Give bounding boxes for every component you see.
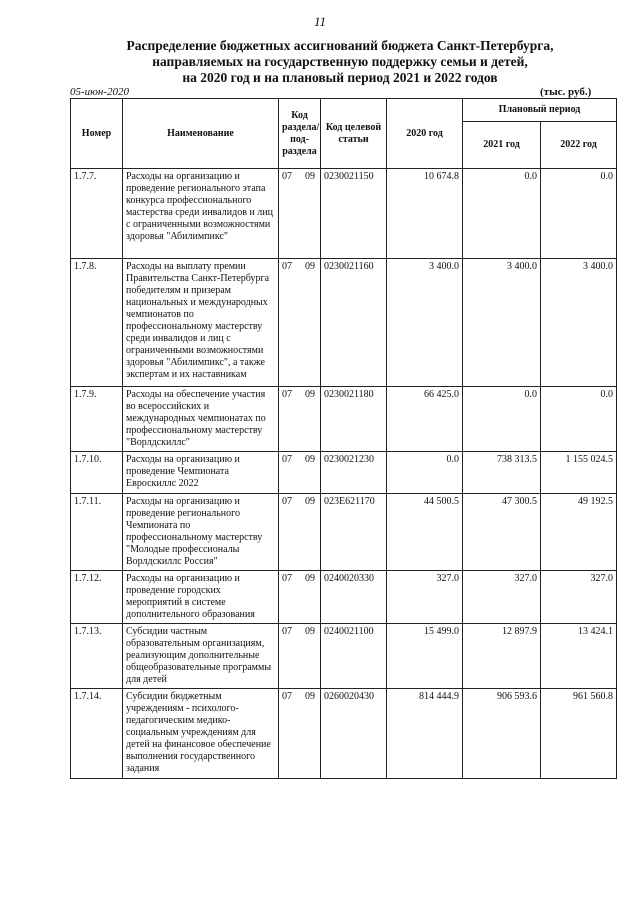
- row-amount-2022: 3 400.0: [541, 259, 617, 387]
- row-section-code: [279, 169, 321, 259]
- razdel-code: 07: [282, 691, 292, 702]
- row-article-code: 0260020430: [321, 689, 387, 779]
- row-amount-2020: 814 444.9: [387, 689, 463, 779]
- table-row: [71, 387, 617, 452]
- row-amount-2022: 961 560.8: [541, 689, 617, 779]
- row-amount-2021: 12 897.9: [463, 624, 541, 689]
- header-year-2022: 2022 год: [541, 122, 617, 169]
- row-number: 1.7.13.: [71, 624, 123, 689]
- header-planned-period: Плановый период: [463, 99, 617, 122]
- row-amount-2022: 13 424.1: [541, 624, 617, 689]
- row-amount-2020: 66 425.0: [387, 387, 463, 452]
- row-amount-2021: 327.0: [463, 571, 541, 624]
- row-name: Расходы на обеспечение участия во всероссийских и международных чемпионатах по профессиональному мастерству "Ворлдскиллс": [123, 387, 279, 452]
- row-name: Расходы на организацию и проведение регионального Чемпионата по профессиональному мастерству "Молодые профессионалы Ворлдскиллс Россия": [123, 494, 279, 571]
- header-section-code: Код раздела/ под-раздела: [279, 99, 321, 169]
- row-amount-2020: 3 400.0: [387, 259, 463, 387]
- podrazdel-code: 09: [305, 389, 315, 400]
- row-name: Субсидии бюджетным учреждениям - психолого-педагогическим медико-социальным учреждениям для детей на финансовое обеспечение выполнения государственного задания: [123, 689, 279, 779]
- razdel-code: 07: [282, 573, 292, 584]
- section-code-pair: [282, 626, 317, 638]
- row-name: Расходы на организацию и проведение Чемпионата Евроскиллс 2022: [123, 452, 279, 494]
- podrazdel-code: 09: [305, 496, 315, 507]
- budget-table: [70, 98, 617, 779]
- row-number: 1.7.14.: [71, 689, 123, 779]
- header-number: Номер: [71, 99, 123, 169]
- podrazdel-code: 09: [305, 171, 315, 182]
- title-line: Распределение бюджетных ассигнований бюджета Санкт-Петербурга,: [126, 38, 554, 53]
- razdel-code: 07: [282, 261, 292, 272]
- section-code-pair: [282, 454, 317, 466]
- row-article-code: 0230021230: [321, 452, 387, 494]
- row-section-code: [279, 259, 321, 387]
- row-amount-2020: 10 674.8: [387, 169, 463, 259]
- units-label: (тыс. руб.): [540, 86, 592, 98]
- table-row: [71, 689, 617, 779]
- razdel-code: 07: [282, 171, 292, 182]
- row-amount-2021: 738 313.5: [463, 452, 541, 494]
- budget-table-body: [71, 169, 617, 779]
- podrazdel-code: 09: [305, 261, 315, 272]
- razdel-code: 07: [282, 454, 292, 465]
- header-year-2021: 2021 год: [463, 122, 541, 169]
- podrazdel-code: 09: [305, 573, 315, 584]
- row-section-code: [279, 689, 321, 779]
- row-article-code: 023E621170: [321, 494, 387, 571]
- row-article-code: 0240021100: [321, 624, 387, 689]
- section-code-pair: [282, 496, 317, 508]
- row-amount-2021: 0.0: [463, 169, 541, 259]
- header-article-code: Код целевой статьи: [321, 99, 387, 169]
- section-code-pair: [282, 389, 317, 401]
- row-section-code: [279, 624, 321, 689]
- section-code-pair: [282, 171, 317, 183]
- row-amount-2022: 0.0: [541, 387, 617, 452]
- row-name: Расходы на выплату премии Правительства Санкт-Петербурга победителям и призерам национальных и международных чемпионатов по профессиональному мастерству среди инвалидов и лиц с ограниченными возможностями здоровья "Абилимпикс", а также экспертам и их наставникам: [123, 259, 279, 387]
- row-amount-2020: 0.0: [387, 452, 463, 494]
- section-code-pair: [282, 261, 317, 273]
- row-number: 1.7.8.: [71, 259, 123, 387]
- row-section-code: [279, 494, 321, 571]
- row-amount-2021: 0.0: [463, 387, 541, 452]
- row-amount-2021: 906 593.6: [463, 689, 541, 779]
- row-article-code: 0230021160: [321, 259, 387, 387]
- row-section-code: [279, 387, 321, 452]
- row-amount-2020: 15 499.0: [387, 624, 463, 689]
- title-line: на 2020 год и на плановый период 2021 и 2022 годов: [182, 70, 498, 85]
- podrazdel-code: 09: [305, 626, 315, 637]
- row-name: Расходы на организацию и проведение городских мероприятий в системе дополнительного образования: [123, 571, 279, 624]
- header-name: Наименование: [123, 99, 279, 169]
- row-name: Субсидии частным образовательным организациям, реализующим дополнительные общеобразовательные программы для детей: [123, 624, 279, 689]
- header-year-2020: 2020 год: [387, 99, 463, 169]
- row-amount-2020: 327.0: [387, 571, 463, 624]
- table-row: [71, 452, 617, 494]
- title-line: направляемых на государственную поддержку семьи и детей,: [152, 54, 528, 69]
- row-article-code: 0230021150: [321, 169, 387, 259]
- row-number: 1.7.7.: [71, 169, 123, 259]
- row-number: 1.7.12.: [71, 571, 123, 624]
- document-title: [70, 38, 610, 86]
- razdel-code: 07: [282, 389, 292, 400]
- row-amount-2022: 327.0: [541, 571, 617, 624]
- row-amount-2020: 44 500.5: [387, 494, 463, 571]
- row-name: Расходы на организацию и проведение регионального этапа конкурса профессионального мастерства среди инвалидов и лиц с ограниченными возможностями здоровья "Абилимпикс": [123, 169, 279, 259]
- page-number: 11: [313, 14, 327, 29]
- podrazdel-code: 09: [305, 454, 315, 465]
- table-row: [71, 169, 617, 259]
- row-section-code: [279, 571, 321, 624]
- row-amount-2022: 49 192.5: [541, 494, 617, 571]
- row-amount-2021: 47 300.5: [463, 494, 541, 571]
- row-amount-2022: 1 155 024.5: [541, 452, 617, 494]
- row-section-code: [279, 452, 321, 494]
- table-row: [71, 571, 617, 624]
- podrazdel-code: 09: [305, 691, 315, 702]
- row-amount-2022: 0.0: [541, 169, 617, 259]
- row-article-code: 0230021180: [321, 387, 387, 452]
- row-amount-2021: 3 400.0: [463, 259, 541, 387]
- document-date: 05-июн-2020: [70, 86, 130, 98]
- razdel-code: 07: [282, 496, 292, 507]
- table-row: [71, 624, 617, 689]
- section-code-pair: [282, 691, 317, 703]
- row-article-code: 0240020330: [321, 571, 387, 624]
- razdel-code: 07: [282, 626, 292, 637]
- row-number: 1.7.9.: [71, 387, 123, 452]
- section-code-pair: [282, 573, 317, 585]
- row-number: 1.7.11.: [71, 494, 123, 571]
- table-row: [71, 494, 617, 571]
- table-row: [71, 259, 617, 387]
- row-number: 1.7.10.: [71, 452, 123, 494]
